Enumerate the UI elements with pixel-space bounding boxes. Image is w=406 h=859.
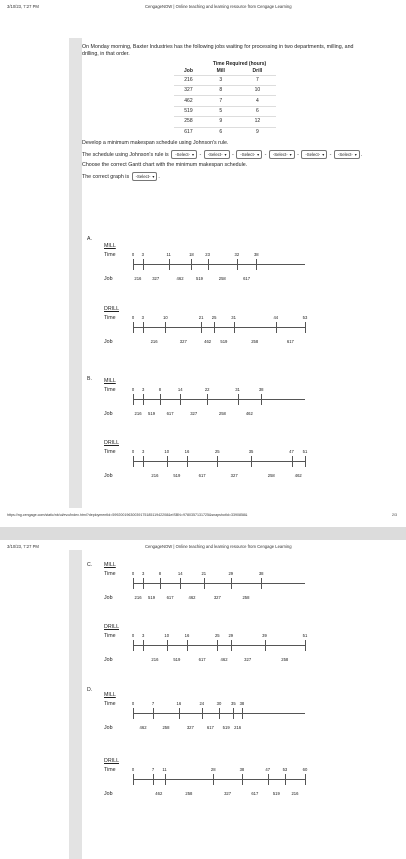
print-datetime: 3/10/23, 7:27 PM [7, 4, 39, 9]
graph-line: The correct graph is -Select- ▾ . [82, 174, 160, 181]
time-tick-label: 28 [210, 767, 216, 772]
table-row [174, 127, 276, 137]
job-label-327: 327 [230, 473, 238, 478]
table-cell: 9 [203, 117, 239, 127]
time-tick [237, 259, 238, 270]
job-label-216: 216 [134, 411, 142, 416]
time-tick-label: 0 [131, 701, 135, 706]
time-tick [160, 578, 161, 589]
time-tick-label: 38 [258, 387, 264, 392]
time-tick [143, 322, 144, 333]
drill-title: DRILL [104, 758, 120, 764]
chevron-down-icon: ▾ [289, 151, 292, 157]
job-label-327: 327 [152, 276, 160, 281]
job-label-462: 462 [188, 595, 196, 600]
time-tick-label: 0 [131, 449, 135, 454]
time-tick [233, 708, 234, 719]
time-tick-label: 14 [177, 387, 183, 392]
chevron-down-icon: ▾ [354, 151, 357, 157]
instruction: Develop a minimum makespan schedule using Johnson's rule. [82, 139, 229, 146]
time-tick [305, 640, 306, 651]
job-label-519: 519 [196, 276, 204, 281]
time-tick-label: 7 [151, 767, 155, 772]
time-tick [143, 394, 144, 405]
time-label: Time [104, 701, 116, 707]
job-label-519: 519 [173, 473, 181, 478]
time-tick [133, 774, 134, 785]
time-tick-label: 3 [141, 387, 145, 392]
job-label-327: 327 [244, 657, 252, 662]
job-label-519: 519 [222, 725, 230, 730]
time-tick [204, 578, 205, 589]
time-tick-label: 7 [151, 701, 155, 706]
print-page-2 [0, 540, 406, 859]
time-tick-label: 8 [158, 571, 162, 576]
table-cell: 10 [239, 86, 277, 96]
table-cell: 9 [239, 127, 277, 137]
time-tick [285, 774, 286, 785]
time-label: Time [104, 633, 116, 639]
time-tick [208, 259, 209, 270]
time-tick [234, 322, 235, 333]
table-cell: 8 [203, 86, 239, 96]
time-tick [217, 456, 218, 467]
time-tick [256, 259, 257, 270]
job-label-258: 258 [162, 725, 170, 730]
job-label-519: 519 [148, 595, 156, 600]
time-tick-label: 11 [162, 767, 167, 772]
job-label-327: 327 [213, 595, 221, 600]
job-label: Job [104, 411, 113, 417]
graph-prefix: The correct graph is [82, 174, 130, 181]
timeline-axis [133, 461, 305, 462]
job-label-519: 519 [220, 339, 228, 344]
time-tick [213, 774, 214, 785]
time-tick-label: 47 [289, 449, 294, 454]
job-label-519: 519 [272, 791, 280, 796]
job-label-258: 258 [185, 791, 193, 796]
table-cell: 6 [239, 106, 277, 116]
time-tick-label: 18 [189, 252, 194, 257]
job-label: Job [104, 657, 113, 663]
option-letter[interactable]: B. [87, 376, 92, 382]
time-label: Time [104, 315, 116, 321]
table-row [174, 75, 276, 85]
table-cell: 216 [174, 75, 203, 85]
time-tick [219, 708, 220, 719]
table-col-header: Mill [216, 68, 225, 75]
job-label-519: 519 [173, 657, 181, 662]
time-tick [160, 394, 161, 405]
time-tick [133, 322, 134, 333]
print-url: https://ng.cengage.com/static/nb/ui/evo/index.html?deploymentId=5992001963003917518511942208&eISBN=9780357131725&snapshotId=3390858& [7, 513, 248, 517]
chevron-down-icon: ▾ [192, 151, 195, 157]
job-order-select-5[interactable]: -Select- ▾ [301, 150, 327, 159]
print-site-title: CengageNOW | Online teaching and learning resource from Cengage Learning [145, 544, 292, 549]
table-cell: 5 [203, 106, 239, 116]
table-col-header: Drill [252, 68, 263, 75]
job-label-462: 462 [294, 473, 302, 478]
time-tick [133, 578, 134, 589]
time-tick-label: 0 [131, 315, 135, 320]
option-letter[interactable]: D. [87, 687, 93, 693]
time-tick-label: 8 [158, 387, 162, 392]
time-tick [180, 394, 181, 405]
time-tick-label: 3 [141, 633, 145, 638]
time-tick [231, 578, 232, 589]
time-tick-label: 60 [302, 767, 308, 772]
table-cell: 7 [239, 75, 277, 85]
job-order-select-4[interactable]: -Select- ▾ [269, 150, 295, 159]
time-tick [202, 708, 203, 719]
time-tick [133, 640, 134, 651]
time-tick-label: 0 [131, 252, 135, 257]
timeline-axis [133, 779, 305, 780]
time-tick-label: 16 [184, 633, 190, 638]
job-label-216: 216 [134, 595, 142, 600]
job-label-216: 216 [151, 473, 159, 478]
timeline-axis [133, 583, 305, 584]
time-tick [261, 578, 262, 589]
table-cell: 6 [203, 127, 239, 137]
job-label-258: 258 [251, 339, 259, 344]
time-tick [261, 394, 262, 405]
time-tick-label: 29 [228, 633, 234, 638]
time-tick-label: 29 [228, 571, 234, 576]
drill-title: DRILL [104, 624, 120, 630]
job-label-216: 216 [151, 657, 159, 662]
time-tick-label: 3 [141, 571, 145, 576]
job-label-327: 327 [190, 411, 198, 416]
time-tick [167, 640, 168, 651]
time-tick-label: 0 [131, 767, 135, 772]
job-label-617: 617 [251, 791, 259, 796]
time-tick-label: 31 [235, 387, 240, 392]
job-label-617: 617 [206, 725, 214, 730]
time-tick [133, 456, 134, 467]
job-label-462: 462 [245, 411, 253, 416]
gantt-prompt: Choose the correct Gantt chart with the minimum makespan schedule. [82, 162, 248, 169]
rule-line: The schedule using Johnson's rule is -Select- ▾ - -Select- ▾ - -Select- ▾ - -Select- ▾ - -Select- ▾ - -Select- ▾ . [82, 151, 363, 158]
time-tick [214, 322, 215, 333]
job-label-327: 327 [224, 791, 232, 796]
time-tick-label: 38 [239, 767, 245, 772]
table-title: Time Required (hours) [212, 61, 267, 68]
time-tick-label: 51 [302, 449, 308, 454]
left-gutter [69, 38, 82, 508]
time-tick-label: 35 [230, 701, 236, 706]
rule-prefix: The schedule using Johnson's rule is [82, 151, 169, 158]
time-tick-label: 22 [204, 387, 210, 392]
time-tick-label: 23 [205, 252, 210, 257]
time-tick [251, 456, 252, 467]
problem-content [82, 44, 374, 181]
time-tick-label: 39 [262, 633, 267, 638]
time-tick [231, 640, 232, 651]
chevron-down-icon: ▾ [152, 174, 155, 180]
time-tick-label: 14 [177, 571, 183, 576]
time-tick [133, 708, 134, 719]
print-page-number: 2/3 [392, 513, 397, 517]
job-label-327: 327 [179, 339, 187, 344]
timeline-axis [133, 327, 305, 328]
table-cell: 4 [239, 96, 277, 106]
drill-title: DRILL [104, 306, 120, 312]
job-label-462: 462 [220, 657, 228, 662]
time-tick-label: 47 [265, 767, 271, 772]
time-tick [276, 322, 277, 333]
table-cell: 7 [203, 96, 239, 106]
time-tick [217, 640, 218, 651]
time-tick-label: 16 [176, 701, 182, 706]
time-tick [143, 259, 144, 270]
time-tick-label: 31 [231, 315, 236, 320]
time-tick-label: 0 [131, 571, 135, 576]
job-label-617: 617 [198, 473, 206, 478]
time-tick [207, 394, 208, 405]
time-tick [143, 456, 144, 467]
time-tick [133, 394, 134, 405]
time-tick-label: 10 [164, 449, 170, 454]
job-label-462: 462 [155, 791, 163, 796]
time-tick-label: 16 [184, 449, 190, 454]
timeline-axis [133, 399, 305, 400]
drill-title: DRILL [104, 440, 120, 446]
job-label-258: 258 [218, 411, 226, 416]
table-row [174, 96, 276, 106]
job-label-617: 617 [243, 276, 251, 281]
time-tick-label: 24 [199, 701, 205, 706]
time-tick [305, 774, 306, 785]
time-tick [153, 774, 154, 785]
mill-title: MILL [104, 378, 116, 384]
time-tick-label: 38 [239, 701, 245, 706]
timeline-axis [133, 264, 305, 265]
time-tick [179, 708, 180, 719]
job-label: Job [104, 791, 113, 797]
chevron-down-icon: ▾ [322, 151, 325, 157]
time-tick [268, 774, 269, 785]
job-label-216: 216 [291, 791, 299, 796]
job-label: Job [104, 276, 113, 282]
job-order-select-6[interactable]: -Select- ▾ [334, 150, 360, 159]
time-label: Time [104, 387, 116, 393]
job-label-617: 617 [198, 657, 206, 662]
time-tick [242, 708, 243, 719]
time-tick [305, 322, 306, 333]
time-tick-label: 25 [214, 449, 220, 454]
time-tick [187, 456, 188, 467]
time-tick [153, 708, 154, 719]
time-tick [167, 456, 168, 467]
job-order-select-2[interactable]: -Select- ▾ [204, 150, 230, 159]
time-tick-label: 25 [211, 315, 217, 320]
job-label-617: 617 [166, 411, 174, 416]
time-tick-label: 30 [216, 701, 222, 706]
time-tick-label: 0 [131, 633, 135, 638]
job-label-216: 216 [134, 276, 142, 281]
table-cell: 519 [174, 106, 203, 116]
table-cell: 3 [203, 75, 239, 85]
time-tick [191, 259, 192, 270]
job-label-216: 216 [150, 339, 158, 344]
time-tick [169, 259, 170, 270]
mill-title: MILL [104, 243, 116, 249]
time-label: Time [104, 571, 116, 577]
print-site-title: CengageNOW | Online teaching and learning resource from Cengage Learning [145, 4, 292, 9]
time-tick [187, 640, 188, 651]
job-label-462: 462 [139, 725, 147, 730]
table-cell: 462 [174, 96, 203, 106]
time-tick [143, 578, 144, 589]
time-tick-label: 10 [164, 633, 170, 638]
time-tick-label: 38 [253, 252, 259, 257]
graph-select[interactable]: -Select- ▾ [132, 172, 158, 181]
mill-title: MILL [104, 562, 116, 568]
job-label-258: 258 [242, 595, 250, 600]
table-row [174, 86, 276, 96]
table-cell: 258 [174, 117, 203, 127]
chevron-down-icon: ▾ [224, 151, 227, 157]
time-tick [133, 259, 134, 270]
job-label: Job [104, 725, 113, 731]
time-tick-label: 11 [166, 252, 171, 257]
time-tick-label: 3 [141, 315, 144, 320]
time-tick [238, 394, 239, 405]
time-tick [242, 774, 243, 785]
time-tick [292, 456, 293, 467]
time-tick-label: 21 [201, 571, 207, 576]
time-table [174, 61, 276, 137]
time-label: Time [104, 449, 116, 455]
job-label: Job [104, 473, 113, 479]
job-order-select-1[interactable]: -Select- ▾ [171, 150, 197, 159]
job-label-327: 327 [186, 725, 194, 730]
time-tick [305, 456, 306, 467]
timeline-axis [133, 645, 305, 646]
job-label-617: 617 [166, 595, 174, 600]
left-gutter [69, 550, 82, 859]
time-tick [201, 322, 202, 333]
job-label-617: 617 [286, 339, 294, 344]
time-tick-label: 44 [273, 315, 279, 320]
time-tick-label: 51 [302, 633, 308, 638]
time-tick [165, 774, 166, 785]
table-col-header: Job [184, 68, 193, 75]
job-label-216: 216 [234, 725, 242, 730]
job-label-519: 519 [148, 411, 156, 416]
mill-title: MILL [104, 692, 116, 698]
time-tick-label: 35 [248, 449, 254, 454]
chevron-down-icon: ▾ [257, 151, 260, 157]
time-tick-label: 21 [198, 315, 204, 320]
time-tick-label: 38 [258, 571, 264, 576]
time-tick-label: 25 [214, 633, 220, 638]
option-letter[interactable]: C. [87, 562, 93, 568]
time-tick-label: 3 [141, 449, 145, 454]
job-label-258: 258 [281, 657, 289, 662]
problem-text: On Monday morning, Baxter Industries has the following jobs waiting for processing in two departments, milling, and drilling, in that order. [82, 44, 354, 58]
time-tick-label: 3 [141, 252, 144, 257]
table-cell: 327 [174, 86, 203, 96]
time-tick [265, 640, 266, 651]
job-label-462: 462 [204, 339, 212, 344]
job-label-258: 258 [218, 276, 226, 281]
job-label-258: 258 [267, 473, 275, 478]
table-cell: 12 [239, 117, 277, 127]
table-row [174, 117, 276, 127]
job-order-select-3[interactable]: -Select- ▾ [236, 150, 262, 159]
time-tick [165, 322, 166, 333]
time-tick [143, 640, 144, 651]
job-label: Job [104, 339, 113, 345]
table-row [174, 106, 276, 116]
time-tick-label: 53 [282, 767, 288, 772]
table-cell: 617 [174, 127, 203, 137]
print-datetime: 3/10/23, 7:27 PM [7, 544, 39, 549]
time-tick-label: 32 [234, 252, 240, 257]
time-label: Time [104, 767, 116, 773]
job-label: Job [104, 595, 113, 601]
time-tick-label: 10 [163, 315, 168, 320]
time-tick [180, 578, 181, 589]
time-label: Time [104, 252, 116, 258]
time-tick-label: 53 [302, 315, 308, 320]
time-tick-label: 0 [131, 387, 135, 392]
option-letter[interactable]: A. [87, 236, 92, 242]
job-label-462: 462 [176, 276, 184, 281]
